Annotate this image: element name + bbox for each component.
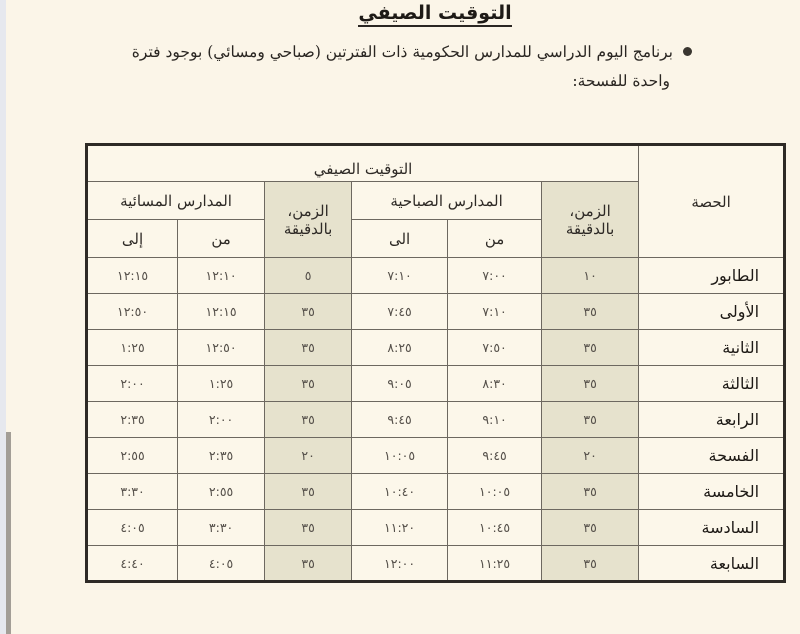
- morning-to: ١٠:٠٥: [352, 438, 448, 474]
- header-morning-from: من: [448, 220, 542, 258]
- morning-duration: ٣٥: [542, 474, 639, 510]
- morning-duration: ٣٥: [542, 366, 639, 402]
- table-row: [87, 546, 785, 582]
- morning-to: ٩:٠٥: [352, 366, 448, 402]
- evening-from: ١:٢٥: [178, 366, 265, 402]
- morning-duration: ٣٥: [542, 294, 639, 330]
- table-row: [87, 510, 785, 546]
- morning-from: ٧:٥٠: [448, 330, 542, 366]
- page-title-text: التوقيت الصيفي: [358, 2, 511, 27]
- header-evening-from: من: [178, 220, 265, 258]
- evening-from: ٢:٥٥: [178, 474, 265, 510]
- evening-duration: ٢٠: [265, 438, 352, 474]
- evening-duration: ٣٥: [265, 330, 352, 366]
- period-name: الرابعة: [639, 402, 785, 438]
- header-period: الحصة: [639, 145, 785, 258]
- evening-duration: ٣٥: [265, 294, 352, 330]
- evening-from: ١٢:٥٠: [178, 330, 265, 366]
- table-row: [87, 366, 785, 402]
- table-row: [87, 330, 785, 366]
- period-name: السابعة: [639, 546, 785, 582]
- intro-text-1: برنامج اليوم الدراسي للمدارس الحكومية ذات الفترتين (صباحي ومسائي) بوجود فترة: [131, 43, 673, 61]
- morning-from: ٧:٠٠: [448, 258, 542, 294]
- evening-from: ٣:٣٠: [178, 510, 265, 546]
- header-evening-duration: [265, 182, 352, 258]
- evening-from: ١٢:١٥: [178, 294, 265, 330]
- morning-duration: ٢٠: [542, 438, 639, 474]
- evening-duration: ٥: [265, 258, 352, 294]
- morning-from: ٨:٣٠: [448, 366, 542, 402]
- morning-to: ٨:٢٥: [352, 330, 448, 366]
- morning-from: ٧:١٠: [448, 294, 542, 330]
- morning-from: ٩:٤٥: [448, 438, 542, 474]
- header-summer-timing: التوقيت الصيفي: [87, 145, 639, 182]
- evening-to: ٤:٤٠: [87, 546, 178, 582]
- evening-to: ٢:٥٥: [87, 438, 178, 474]
- morning-duration: ٣٥: [542, 330, 639, 366]
- scrollbar[interactable]: [6, 432, 11, 634]
- header-morning-schools: المدارس الصباحية: [352, 182, 542, 220]
- evening-from: ٢:٣٥: [178, 438, 265, 474]
- morning-from: ١١:٢٥: [448, 546, 542, 582]
- period-name: الثانية: [639, 330, 785, 366]
- period-name: السادسة: [639, 510, 785, 546]
- period-name: الأولى: [639, 294, 785, 330]
- morning-duration: ١٠: [542, 258, 639, 294]
- morning-to: ١٠:٤٠: [352, 474, 448, 510]
- intro-paragraph: [92, 38, 692, 96]
- period-name: الخامسة: [639, 474, 785, 510]
- header-morning-to: الى: [352, 220, 448, 258]
- evening-to: ٢:٠٠: [87, 366, 178, 402]
- evening-from: ٤:٠٥: [178, 546, 265, 582]
- table-row: [87, 258, 785, 294]
- morning-to: ١١:٢٠: [352, 510, 448, 546]
- evening-duration: ٣٥: [265, 402, 352, 438]
- bullet-icon: [683, 47, 692, 56]
- duration-label-line1: الزمن،: [287, 201, 329, 220]
- morning-to: ٧:٤٥: [352, 294, 448, 330]
- morning-to: ٩:٤٥: [352, 402, 448, 438]
- intro-line-1: [92, 38, 692, 67]
- morning-duration: ٣٥: [542, 510, 639, 546]
- header-evening-schools: المدارس المسائية: [87, 182, 265, 220]
- morning-duration: ٣٥: [542, 402, 639, 438]
- period-name: الثالثة: [639, 366, 785, 402]
- period-name: الفسحة: [639, 438, 785, 474]
- evening-to: ٣:٣٠: [87, 474, 178, 510]
- morning-duration: ٣٥: [542, 546, 639, 582]
- evening-from: ٢:٠٠: [178, 402, 265, 438]
- header-morning-duration: [542, 182, 639, 258]
- duration-label-line2: بالدقيقة: [565, 219, 615, 238]
- table-row: [87, 402, 785, 438]
- evening-to: ٤:٠٥: [87, 510, 178, 546]
- intro-line-2: واحدة للفسحة:: [572, 72, 670, 90]
- morning-to: ١٢:٠٠: [352, 546, 448, 582]
- evening-to: ٢:٣٥: [87, 402, 178, 438]
- duration-label-line2: بالدقيقة: [283, 219, 333, 238]
- page-title: [320, 2, 550, 24]
- evening-duration: ٣٥: [265, 546, 352, 582]
- period-name: الطابور: [639, 258, 785, 294]
- morning-from: ١٠:٤٥: [448, 510, 542, 546]
- evening-to: ١٢:١٥: [87, 258, 178, 294]
- evening-duration: ٣٥: [265, 366, 352, 402]
- table-row: [87, 438, 785, 474]
- header-row-1: [87, 145, 785, 182]
- header-evening-to: إلى: [87, 220, 178, 258]
- table-row: [87, 294, 785, 330]
- morning-from: ١٠:٠٥: [448, 474, 542, 510]
- evening-to: ١:٢٥: [87, 330, 178, 366]
- morning-to: ٧:١٠: [352, 258, 448, 294]
- evening-from: ١٢:١٠: [178, 258, 265, 294]
- evening-duration: ٣٥: [265, 474, 352, 510]
- evening-duration: ٣٥: [265, 510, 352, 546]
- evening-to: ١٢:٥٠: [87, 294, 178, 330]
- morning-from: ٩:١٠: [448, 402, 542, 438]
- duration-label-line1: الزمن،: [569, 201, 611, 220]
- schedule-table: [85, 143, 786, 583]
- table-row: [87, 474, 785, 510]
